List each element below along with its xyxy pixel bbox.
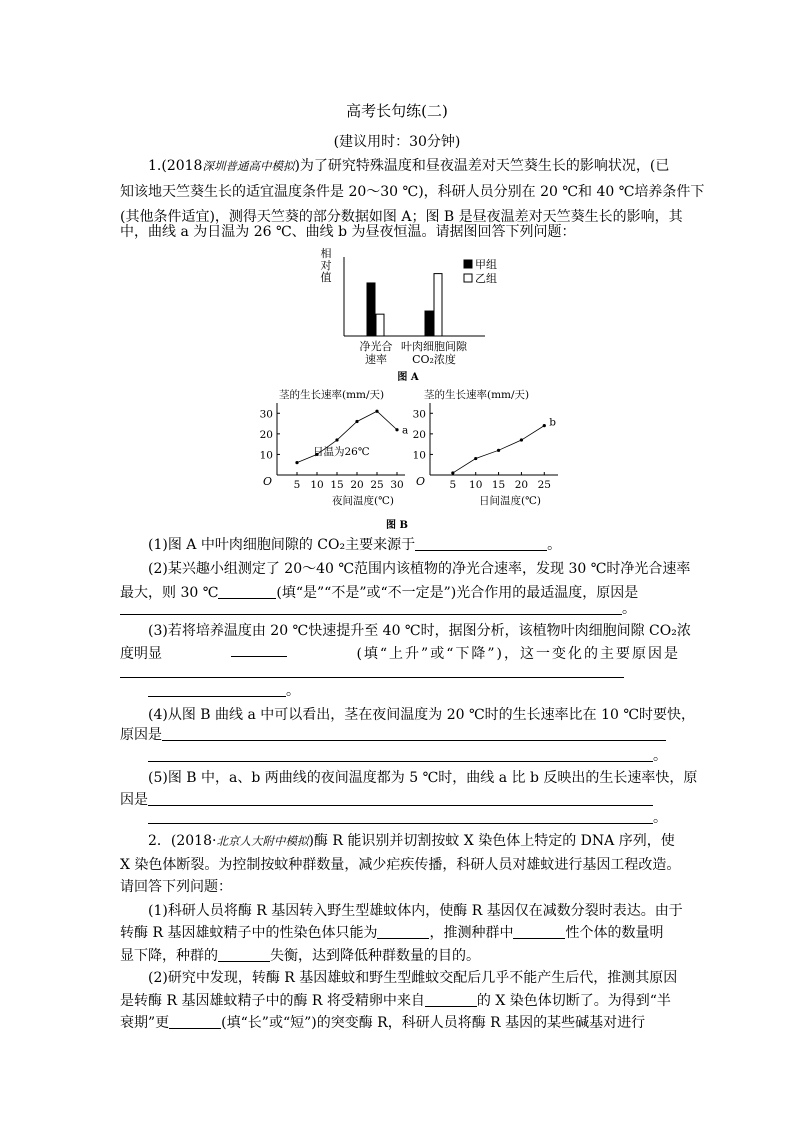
x-tick-label: 5 (449, 479, 457, 491)
q2-sub2-blank-2[interactable] (169, 1014, 221, 1029)
x-tick-label: 10 (310, 479, 324, 491)
q2-number: 2．(2018· (148, 833, 217, 849)
sub3-line-1: (3)若将培养温度由 20 ℃快速提升至 40 ℃时，据图分析，该植物叶肉细胞间隙 CO₂浓 (148, 623, 691, 639)
figure-b-right-chart (408, 385, 568, 510)
sub1-end: 。 (547, 537, 562, 553)
fig-a-ylabel-2: 对 (320, 259, 332, 272)
q2-sub1-line-3 (120, 944, 680, 968)
sub5-end: 。 (653, 810, 667, 826)
data-point (520, 438, 523, 441)
data-point (497, 449, 500, 452)
y-tick-label: 20 (412, 428, 426, 441)
q2-sub1-text-e: 失衡，达到降低种群数量的目的。 (270, 948, 480, 964)
q2-sub1-blank-2[interactable] (513, 924, 565, 939)
fig-a-cat2-line1: 叶肉细胞间隙 (401, 340, 467, 353)
q2-sub1-text-d: 显下降，种群的 (120, 948, 218, 964)
sub3-answer-blank-1[interactable] (231, 642, 287, 657)
sub5-line-1: (5)图 B 中，a、b 两曲线的夜间温度都为 5 ℃时，曲线 a 比 b 反映出的生长速率快，原 (148, 770, 698, 786)
fig-a-cat1-line2: 速率 (365, 353, 387, 366)
fig-b-right-origin: O (416, 475, 426, 488)
q2-sub2-text-b: 的 X 染色体切断了。为得到“半 (476, 993, 671, 1009)
fig-a-ylabel-3: 值 (320, 271, 332, 284)
q1-line-2: 知该地天竺葵生长的适宜温度条件是 20～30 ℃)，科研人员分别在 20 ℃和 40 ℃培养条件下 (120, 184, 705, 200)
q2-sub2-text-a: 是转酶 R 基因雄蚊精子中的酶 R 将受精卵中来自 (120, 993, 425, 1009)
sub2-line-1: (2)某兴趣小组测定了 20～40 ℃范围内该植物的净光合速率，发现 30 ℃时净光合速率 (148, 561, 691, 577)
sub5-text: 因是 (120, 792, 148, 808)
sub4-answer-blank-2[interactable] (148, 747, 653, 762)
x-tick-label: 5 (293, 479, 301, 491)
sub3-answer-blank-3[interactable] (148, 682, 286, 697)
q2-line-3: 请回答下列问题： (120, 879, 232, 895)
q2-sub1-line-2 (120, 921, 680, 945)
legend-swatch-yi (464, 274, 472, 282)
sub3-answer-blank-2[interactable] (120, 663, 624, 678)
fig-b-left-ylabel: 茎的生长速率(mm/天) (279, 389, 385, 401)
sub3-text-b: (填“上升”或“下降”)，这一变化的主要原因是 (356, 646, 680, 662)
q2-source: 北京人大附中模拟 (216, 834, 309, 848)
sub2-end: 。 (622, 601, 636, 617)
sub3-end: 。 (286, 683, 300, 699)
sub3-text-a: 度明显 (120, 646, 162, 662)
q1-line-3: (其他条件适宜)，测得天竺葵的部分数据如图 A；图 B 是昼夜温差对天竺葵生长的影响，其 (120, 209, 683, 225)
bar-jia-cat2 (425, 311, 433, 336)
fig-b-right-xlabel: 日间温度(℃) (479, 495, 541, 507)
data-point (375, 410, 378, 413)
x-tick-label: 20 (514, 479, 529, 491)
sub2-answer-blank-2[interactable] (120, 600, 622, 615)
x-tick-label: 25 (537, 479, 551, 491)
q2-line-1 (148, 829, 680, 853)
figure-b-left-chart (255, 385, 415, 510)
sub5-answer-blank-1[interactable] (148, 791, 653, 806)
q2-sub2-line-3 (120, 1011, 680, 1035)
data-point (395, 428, 398, 431)
bar-jia-cat1 (367, 283, 375, 336)
sub1-answer-blank[interactable] (415, 536, 547, 551)
sub2-text-b: (填“是”“不是”或“不一定是”)光合作用的最适温度，原因是 (276, 585, 639, 601)
fig-a-cat2-line2: CO₂浓度 (412, 353, 456, 366)
data-point (355, 420, 358, 423)
sub2-line-3 (120, 597, 680, 621)
sub4-text: 原因是 (120, 727, 162, 743)
data-point (335, 438, 338, 441)
q2-sub1-text-a: 转酶 R 基因雄蚊精子中的性染色体只能为 (120, 925, 378, 941)
q2-sub1-blank-1[interactable] (377, 924, 429, 939)
bar-yi-cat1 (376, 314, 384, 336)
sub4-answer-blank-1[interactable] (162, 726, 666, 741)
y-tick-label: 10 (412, 449, 426, 462)
q1-line-1 (148, 154, 680, 178)
y-tick-label: 30 (412, 408, 426, 421)
data-point (451, 471, 454, 474)
q1-line-4: 中，曲线 a 为日温为 26 ℃、曲线 b 为昼夜恒温。请据图回答下列问题： (120, 224, 576, 240)
fig-b-left-xlabel: 夜间温度(℃) (332, 495, 394, 507)
bar-yi-cat2 (434, 274, 442, 336)
x-tick-label: 20 (350, 479, 364, 491)
legend-yi: 乙组 (475, 272, 497, 285)
q1-source: 深圳普通高中模拟 (202, 159, 295, 173)
time-hint: (建议用时：30分钟) (333, 134, 461, 150)
q2-line-2: X 染色体断裂。为控制按蚊种群数量，减少疟疾传播，科研人员对雄蚊进行基因工程改造。 (120, 857, 681, 873)
sub5-line-3 (148, 806, 680, 830)
q2-sub1-text-b: ，推测种群中 (429, 925, 514, 941)
y-tick-label: 10 (259, 449, 273, 462)
figure-b-caption: 图 B (386, 520, 408, 531)
data-point (543, 424, 546, 427)
sub4-end: 。 (653, 748, 667, 764)
sub2-text-a: 最大，则 30 ℃ (120, 585, 219, 601)
sub4-line-1: (4)从图 B 曲线 a 中可以看出，茎在夜间温度为 20 ℃时的生长速率比在 10 ℃时要快， (148, 707, 696, 723)
q2-sub2-line-1: (2)研究中发现，转酶 R 基因雄蚊和野生型雌蚊交配后几乎不能产生后代，推测其原因 (148, 970, 678, 986)
sub4-line-3 (148, 744, 680, 768)
q1-number: 1.(2018 (148, 158, 203, 174)
sub1-line (148, 533, 680, 557)
curve-a-label: a (402, 424, 409, 437)
page-title: 高考长句练(二) (346, 102, 448, 120)
data-point (474, 457, 477, 460)
q2-text-1: )酶 R 能识别并切割按蚊 X 染色体上特定的 DNA 序列，使 (308, 833, 675, 849)
q2-sub1-line-1: (1)科研人员将酶 R 基因转入野生型雄蚊体内，使酶 R 基因仅在减数分裂时表达。由于 (148, 903, 683, 919)
sub5-answer-blank-2[interactable] (148, 809, 653, 824)
q2-sub2-line-2 (120, 989, 680, 1013)
sub3-line-4 (148, 679, 680, 703)
q2-sub2-text-c: 衰期”更 (120, 1015, 170, 1031)
fig-a-cat1-line1: 净光合 (359, 340, 393, 353)
q2-sub1-blank-3[interactable] (218, 947, 270, 962)
x-tick-label: 30 (390, 479, 404, 491)
x-tick-label: 15 (491, 479, 506, 491)
q2-sub2-blank-1[interactable] (425, 992, 477, 1007)
fig-a-ylabel-1: 相 (320, 247, 332, 260)
sub1-text: (1)图 A 中叶肉细胞间隙的 CO₂主要来源于 (148, 537, 416, 553)
q2-sub2-text-d: (填“长”或“短”)的突变酶 R，科研人员将酶 R 基因的某些碱基对进行 (221, 1015, 646, 1031)
data-point (295, 461, 298, 464)
q2-sub1-text-c: 性个体的数量明 (565, 925, 664, 941)
fig-b-left-annotation: 日温为26℃ (313, 446, 370, 458)
x-tick-label: 15 (330, 479, 344, 491)
x-tick-label: 25 (370, 479, 384, 491)
curve-b-label: b (549, 416, 557, 429)
q1-text-1: )为了研究特殊温度和昼夜温差对天竺葵生长的影响状况，(已 (294, 158, 670, 174)
fig-a-caption: 图 A (397, 372, 419, 383)
figure-a-chart (310, 243, 510, 383)
legend-jia: 甲组 (475, 258, 497, 271)
y-tick-label: 20 (259, 428, 273, 441)
x-tick-label: 10 (469, 479, 483, 491)
y-tick-label: 30 (259, 408, 273, 421)
fig-b-left-origin: O (263, 475, 273, 488)
fig-b-right-ylabel: 茎的生长速率(mm/天) (424, 389, 530, 401)
legend-swatch-jia (464, 260, 472, 268)
